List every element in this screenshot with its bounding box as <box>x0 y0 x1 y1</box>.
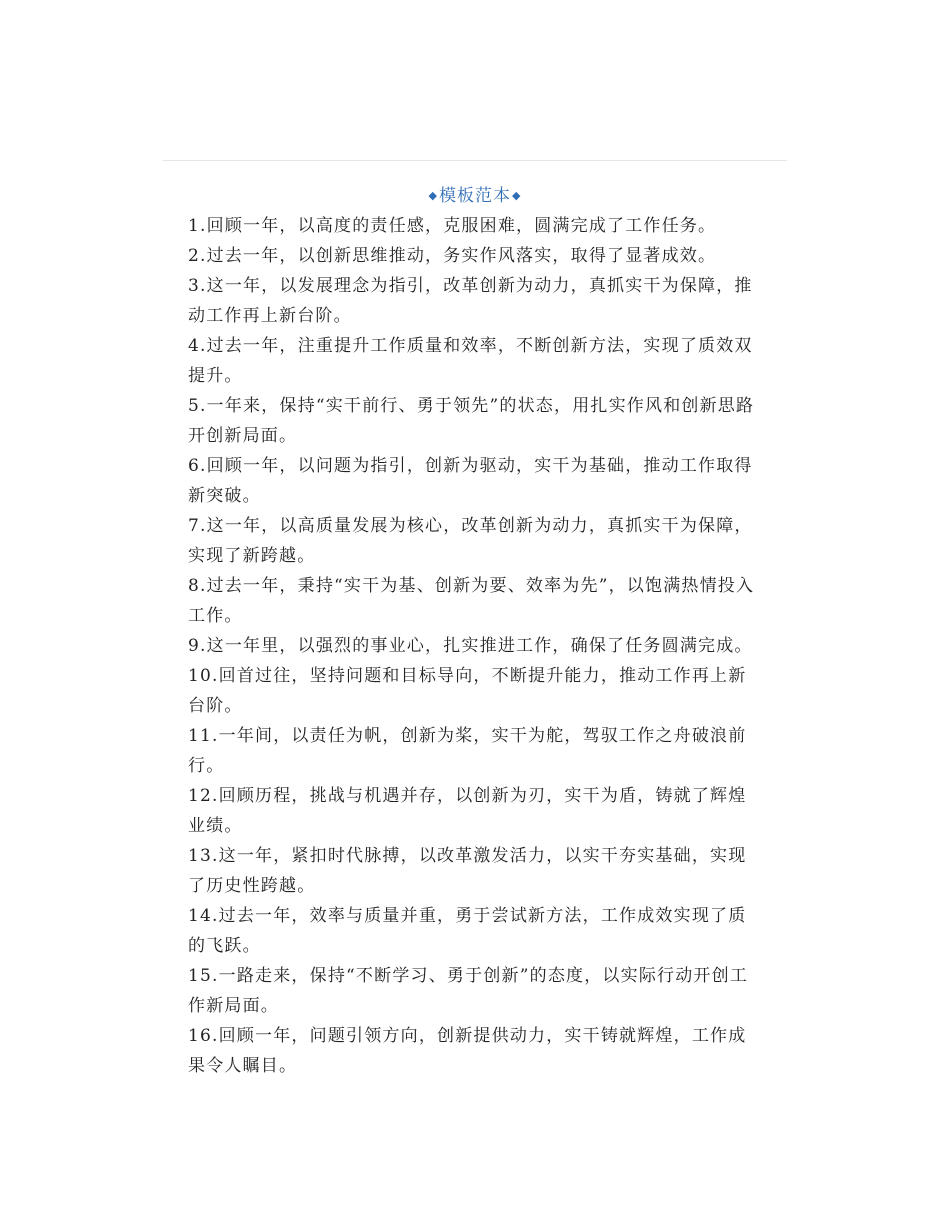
list-item: 5.一年来，保持“实干前行、勇于领先”的状态，用扎实作风和创新思路开创新局面。 <box>188 396 755 446</box>
list-item: 3.这一年，以发展理念为指引，改革创新为动力，真抓实干为保障，推动工作再上新台阶。 <box>188 276 753 326</box>
list-item: 2.过去一年，以创新思维推动，务实作风落实，取得了显著成效。 <box>188 246 717 266</box>
list-item: 9.这一年里，以强烈的事业心，扎实推进工作，确保了任务圆满完成。 <box>188 636 753 656</box>
document-title <box>0 182 950 210</box>
list-item: 14.过去一年，效率与质量并重，勇于尝试新方法，工作成效实现了质的飞跃。 <box>188 906 747 956</box>
list-item: 4.过去一年，注重提升工作质量和效率，不断创新方法，实现了质效双提升。 <box>188 336 753 386</box>
diamond-left-icon: ◆ <box>428 189 438 202</box>
document-body <box>188 211 762 1081</box>
list-item: 15.一路走来，保持“不断学习、勇于创新”的态度，以实际行动开创工作新局面。 <box>188 966 749 1016</box>
list-item: 13.这一年，紧扣时代脉搏，以改革激发活力，以实干夯实基础，实现了历史性跨越。 <box>188 846 747 896</box>
document-title-text: 模板范本 <box>439 186 511 206</box>
list-item: 1.回顾一年，以高度的责任感，克服困难，圆满完成了工作任务。 <box>188 216 717 236</box>
list-item: 7.这一年，以高质量发展为核心，改革创新为动力，真抓实干为保障，实现了新跨越。 <box>188 516 753 566</box>
list-item: 8.过去一年，秉持“实干为基、创新为要、效率为先”，以饱满热情投入工作。 <box>188 576 755 626</box>
list-item: 10.回首过往，坚持问题和目标导向，不断提升能力，推动工作再上新台阶。 <box>188 666 747 716</box>
list-item: 12.回顾历程，挑战与机遇并存，以创新为刃，实干为盾，铸就了辉煌业绩。 <box>188 786 747 836</box>
list-item: 6.回顾一年，以问题为指引，创新为驱动，实干为基础，推动工作取得新突破。 <box>188 456 753 506</box>
list-item: 11.一年间，以责任为帆，创新为桨，实干为舵，驾驭工作之舟破浪前行。 <box>188 726 747 776</box>
list-item: 16.回顾一年，问题引领方向，创新提供动力，实干铸就辉煌，工作成果令人瞩目。 <box>188 1026 747 1076</box>
diamond-right-icon: ◆ <box>512 189 522 202</box>
top-divider <box>163 160 787 161</box>
